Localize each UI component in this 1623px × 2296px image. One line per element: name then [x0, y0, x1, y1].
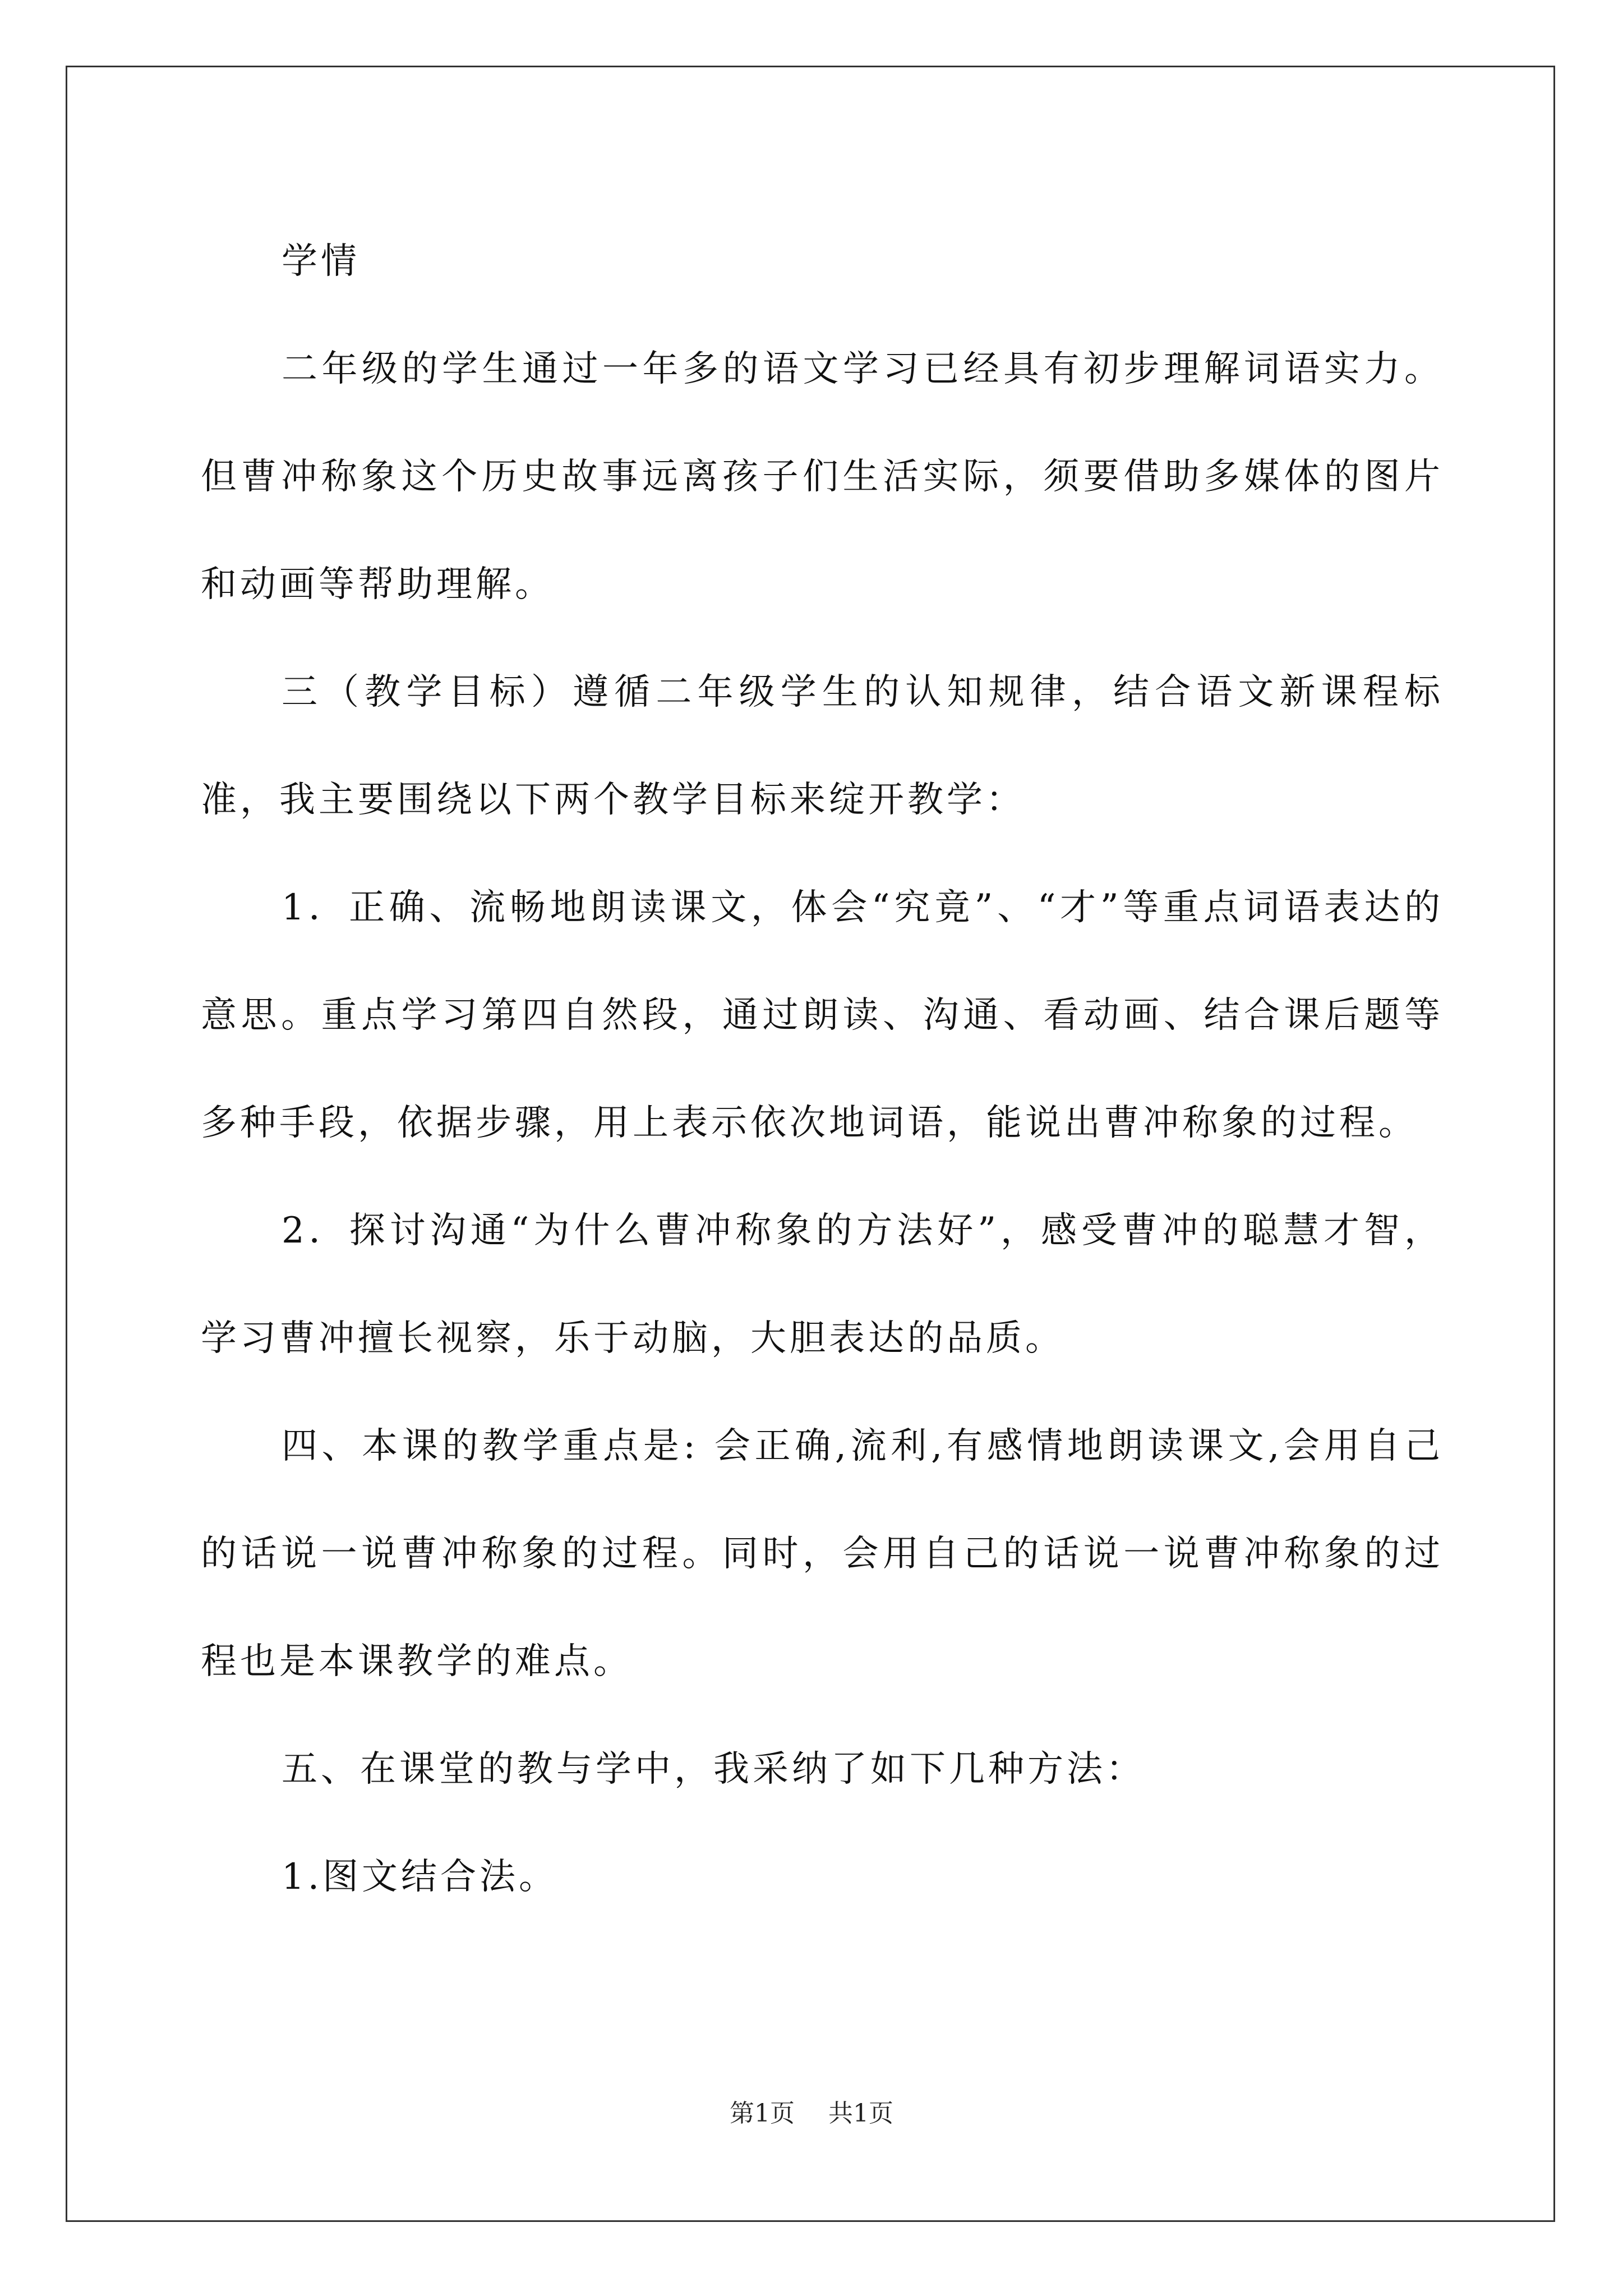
paragraph-student-analysis: 二年级的学生通过一年多的语文学习已经具有初步理解词语实力。但曹冲称象这个历史故事远离孩子们生活实际，须要借助多媒体的图片和动画等帮助理解。	[201, 348, 1444, 605]
page-number: 第1页	[730, 2099, 795, 2128]
paragraph-method-1: 1.图文结合法。	[282, 1856, 559, 1898]
paragraph-goal-2: 2．探讨沟通“为什么曹冲称象的方法好”，感受曹冲的聪慧才智，学习曹冲擅长视察，乐于动脑，大胆表达的品质。	[201, 1210, 1444, 1359]
paragraph-goal-1: 1．正确、流畅地朗读课文，体会“究竟”、“才”等重点词语表达的意思。重点学习第四自然段，通过朗读、沟通、看动画、结合课后题等多种手段，依据步骤，用上表示依次地词语，能说出曹冲称象的过程。	[201, 887, 1444, 1144]
paragraph-heading-xueqing: 学情	[282, 241, 360, 282]
paragraph-teaching-goals: 三（教学目标）遵循二年级学生的认知规律，结合语文新课程标准，我主要围绕以下两个教学目标来绽开教学：	[201, 671, 1444, 821]
page-footer	[0, 2097, 1623, 2131]
page-total: 共1页	[828, 2099, 893, 2128]
document-body	[201, 208, 1444, 1931]
paragraph-key-points: 四、本课的教学重点是: 会正确,流利,有感情地朗读课文,会用自己的话说一说曹冲称象的过程。同时，会用自己的话说一说曹冲称象的过程也是本课教学的难点。	[201, 1425, 1444, 1682]
paragraph-methods: 五、在课堂的教与学中，我采纳了如下几种方法：	[282, 1749, 1145, 1790]
